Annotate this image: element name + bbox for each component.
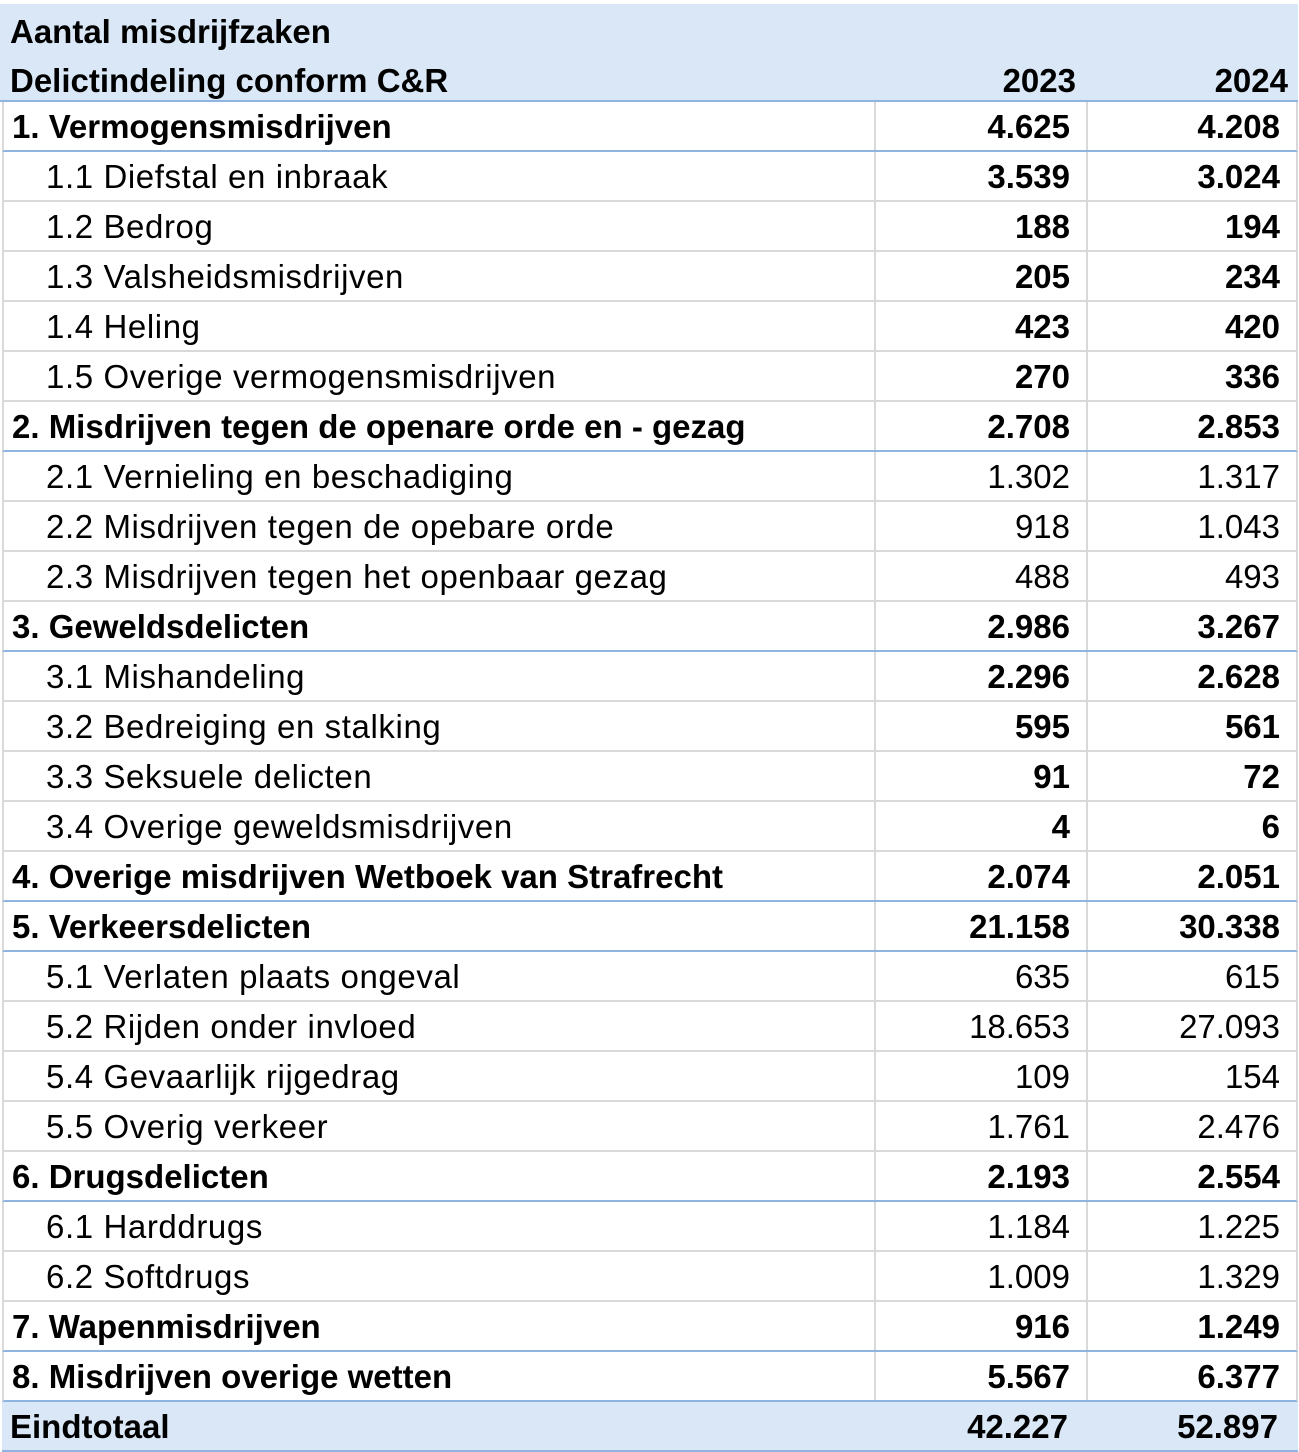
column-divider bbox=[874, 652, 876, 700]
category-row bbox=[2, 1352, 1298, 1402]
value-2023: 2.193 bbox=[987, 1158, 1070, 1195]
column-divider bbox=[874, 552, 876, 600]
value-2024: 6.377 bbox=[1197, 1358, 1280, 1395]
value-2023: 635 bbox=[1014, 958, 1070, 995]
row-label: 3.2 Bedreiging en stalking bbox=[46, 708, 442, 745]
value-2024: 194 bbox=[1224, 208, 1280, 245]
row-label: 5.2 Rijden onder invloed bbox=[46, 1008, 417, 1045]
category-row bbox=[2, 102, 1298, 152]
value-2023: 3.539 bbox=[987, 158, 1070, 195]
value-2024: 1.317 bbox=[1197, 458, 1280, 495]
table-row bbox=[2, 152, 1298, 202]
value-2024: 72 bbox=[1243, 758, 1280, 795]
value-2024: 3.024 bbox=[1197, 158, 1280, 195]
row-label: 2.2 Misdrijven tegen de opebare orde bbox=[46, 508, 615, 545]
column-divider bbox=[1086, 102, 1088, 150]
column-divider bbox=[1086, 302, 1088, 350]
column-divider bbox=[874, 1302, 876, 1350]
column-divider bbox=[1086, 652, 1088, 700]
row-label: 2. Misdrijven tegen de openare orde en - gezag bbox=[12, 408, 746, 445]
table-row bbox=[2, 1202, 1298, 1252]
value-2023: 188 bbox=[1014, 208, 1070, 245]
row-label: 4. Overige misdrijven Wetboek van Strafrecht bbox=[12, 858, 723, 895]
column-divider bbox=[874, 802, 876, 850]
value-2023: 423 bbox=[1014, 308, 1070, 345]
value-2024: 234 bbox=[1224, 258, 1280, 295]
table-row bbox=[2, 1052, 1298, 1102]
table-row bbox=[2, 352, 1298, 402]
row-label: 5.4 Gevaarlijk rijgedrag bbox=[46, 1058, 400, 1095]
column-divider bbox=[1086, 852, 1088, 900]
value-2024: 2.628 bbox=[1197, 658, 1280, 695]
column-divider bbox=[1086, 202, 1088, 250]
value-2023: 1.302 bbox=[987, 458, 1070, 495]
value-2023: 1.009 bbox=[987, 1258, 1070, 1295]
row-label: 1.5 Overige vermogensmisdrijven bbox=[46, 358, 557, 395]
column-divider bbox=[874, 402, 876, 450]
table-row bbox=[2, 702, 1298, 752]
column-divider bbox=[1086, 1002, 1088, 1050]
column-divider bbox=[1086, 152, 1088, 200]
value-2023: 18.653 bbox=[969, 1008, 1070, 1045]
total-row bbox=[2, 1402, 1298, 1452]
table-row bbox=[2, 652, 1298, 702]
value-2023: 1.761 bbox=[987, 1108, 1070, 1145]
table-row bbox=[2, 202, 1298, 252]
category-row bbox=[2, 902, 1298, 952]
value-2023: 488 bbox=[1014, 558, 1070, 595]
column-divider bbox=[874, 452, 876, 500]
row-label: 3. Geweldsdelicten bbox=[12, 608, 310, 645]
table-row bbox=[2, 252, 1298, 302]
column-divider bbox=[874, 1252, 876, 1300]
column-divider bbox=[1086, 802, 1088, 850]
column-divider bbox=[874, 102, 876, 150]
value-2023: 4.625 bbox=[987, 108, 1070, 145]
column-divider bbox=[1086, 902, 1088, 950]
value-2024: 336 bbox=[1224, 358, 1280, 395]
value-2023: 2.708 bbox=[987, 408, 1070, 445]
column-divider bbox=[874, 352, 876, 400]
value-2023: 42.227 bbox=[967, 1408, 1068, 1445]
value-2024: 2.554 bbox=[1197, 1158, 1280, 1195]
table-row bbox=[2, 552, 1298, 602]
table-row bbox=[2, 1252, 1298, 1302]
column-divider bbox=[874, 702, 876, 750]
column-divider bbox=[874, 952, 876, 1000]
row-label: 5. Verkeersdelicten bbox=[12, 908, 312, 945]
column-divider bbox=[1086, 252, 1088, 300]
column-divider bbox=[1086, 452, 1088, 500]
row-label: Eindtotaal bbox=[10, 1408, 170, 1445]
table-body bbox=[2, 102, 1298, 1452]
column-divider bbox=[874, 252, 876, 300]
value-2024: 3.267 bbox=[1197, 608, 1280, 645]
column-divider bbox=[1086, 1202, 1088, 1250]
value-2023: 21.158 bbox=[969, 908, 1070, 945]
row-label: 1.3 Valsheidsmisdrijven bbox=[46, 258, 405, 295]
category-row bbox=[2, 852, 1298, 902]
column-divider bbox=[1086, 1102, 1088, 1150]
row-label: 1.2 Bedrog bbox=[46, 208, 214, 245]
value-2023: 2.986 bbox=[987, 608, 1070, 645]
value-2023: 918 bbox=[1014, 508, 1070, 545]
row-label: 2.3 Misdrijven tegen het openbaar gezag bbox=[46, 558, 668, 595]
value-2024: 420 bbox=[1224, 308, 1280, 345]
row-label: 1. Vermogensmisdrijven bbox=[12, 108, 392, 145]
row-label: 3.3 Seksuele delicten bbox=[46, 758, 373, 795]
value-2023: 4 bbox=[1051, 808, 1070, 845]
column-divider bbox=[874, 1152, 876, 1200]
row-label: 3.1 Mishandeling bbox=[46, 658, 306, 695]
value-2024: 52.897 bbox=[1177, 1408, 1278, 1445]
value-2024: 1.043 bbox=[1197, 508, 1280, 545]
column-header-2024: 2024 bbox=[1214, 62, 1288, 99]
table-row bbox=[2, 1002, 1298, 1052]
column-divider bbox=[874, 752, 876, 800]
value-2023: 91 bbox=[1033, 758, 1070, 795]
row-label: 6. Drugsdelicten bbox=[12, 1158, 269, 1195]
value-2023: 1.184 bbox=[987, 1208, 1070, 1245]
value-2024: 6 bbox=[1261, 808, 1280, 845]
column-divider bbox=[874, 202, 876, 250]
column-divider bbox=[1086, 502, 1088, 550]
column-divider bbox=[874, 902, 876, 950]
column-divider bbox=[874, 852, 876, 900]
row-label: 6.2 Softdrugs bbox=[46, 1258, 251, 1295]
column-divider bbox=[1086, 1352, 1088, 1400]
value-2023: 109 bbox=[1014, 1058, 1070, 1095]
column-divider bbox=[1086, 952, 1088, 1000]
column-divider bbox=[874, 1052, 876, 1100]
column-divider bbox=[874, 152, 876, 200]
table-title: Aantal misdrijfzaken bbox=[10, 13, 331, 50]
table-row bbox=[2, 502, 1298, 552]
table-row bbox=[2, 952, 1298, 1002]
category-row bbox=[2, 1302, 1298, 1352]
column-divider bbox=[1086, 552, 1088, 600]
row-label: 5.1 Verlaten plaats ongeval bbox=[46, 958, 461, 995]
value-2024: 1.329 bbox=[1197, 1258, 1280, 1295]
table-header bbox=[0, 4, 1298, 102]
row-label: 8. Misdrijven overige wetten bbox=[12, 1358, 453, 1395]
table-subtitle: Delictindeling conform C&R bbox=[10, 62, 449, 99]
column-divider bbox=[874, 1002, 876, 1050]
column-divider bbox=[1086, 602, 1088, 650]
value-2024: 27.093 bbox=[1179, 1008, 1280, 1045]
column-divider bbox=[874, 1352, 876, 1400]
column-divider bbox=[1086, 1152, 1088, 1200]
table-row bbox=[2, 1102, 1298, 1152]
value-2023: 2.296 bbox=[987, 658, 1070, 695]
column-divider bbox=[1086, 1052, 1088, 1100]
value-2024: 2.476 bbox=[1197, 1108, 1280, 1145]
category-row bbox=[2, 1152, 1298, 1202]
table-row bbox=[2, 752, 1298, 802]
row-label: 5.5 Overig verkeer bbox=[46, 1108, 329, 1145]
row-label: 1.1 Diefstal en inbraak bbox=[46, 158, 389, 195]
table-row bbox=[2, 802, 1298, 852]
column-divider bbox=[874, 302, 876, 350]
value-2023: 916 bbox=[1014, 1308, 1070, 1345]
row-label: 7. Wapenmisdrijven bbox=[12, 1308, 321, 1345]
row-label: 2.1 Vernieling en beschadiging bbox=[46, 458, 514, 495]
column-divider bbox=[1086, 402, 1088, 450]
value-2023: 5.567 bbox=[987, 1358, 1070, 1395]
value-2024: 30.338 bbox=[1179, 908, 1280, 945]
column-divider bbox=[1086, 702, 1088, 750]
value-2024: 2.853 bbox=[1197, 408, 1280, 445]
value-2024: 561 bbox=[1224, 708, 1280, 745]
column-divider bbox=[874, 502, 876, 550]
value-2024: 1.225 bbox=[1197, 1208, 1280, 1245]
value-2023: 270 bbox=[1014, 358, 1070, 395]
row-label: 3.4 Overige geweldsmisdrijven bbox=[46, 808, 513, 845]
category-row bbox=[2, 602, 1298, 652]
column-divider bbox=[874, 1102, 876, 1150]
value-2023: 595 bbox=[1014, 708, 1070, 745]
category-row bbox=[2, 402, 1298, 452]
table-row bbox=[2, 452, 1298, 502]
table-row bbox=[2, 302, 1298, 352]
column-header-2023: 2023 bbox=[1002, 62, 1076, 99]
column-divider bbox=[1086, 752, 1088, 800]
column-divider bbox=[1086, 1302, 1088, 1350]
value-2024: 615 bbox=[1224, 958, 1280, 995]
value-2024: 154 bbox=[1224, 1058, 1280, 1095]
value-2024: 4.208 bbox=[1197, 108, 1280, 145]
column-divider bbox=[874, 1202, 876, 1250]
value-2024: 493 bbox=[1224, 558, 1280, 595]
row-label: 1.4 Heling bbox=[46, 308, 201, 345]
value-2024: 2.051 bbox=[1197, 858, 1280, 895]
row-label: 6.1 Harddrugs bbox=[46, 1208, 263, 1245]
value-2024: 1.249 bbox=[1197, 1308, 1280, 1345]
column-divider bbox=[1086, 352, 1088, 400]
value-2023: 2.074 bbox=[987, 858, 1070, 895]
column-divider bbox=[1086, 1252, 1088, 1300]
value-2023: 205 bbox=[1014, 258, 1070, 295]
column-divider bbox=[874, 602, 876, 650]
